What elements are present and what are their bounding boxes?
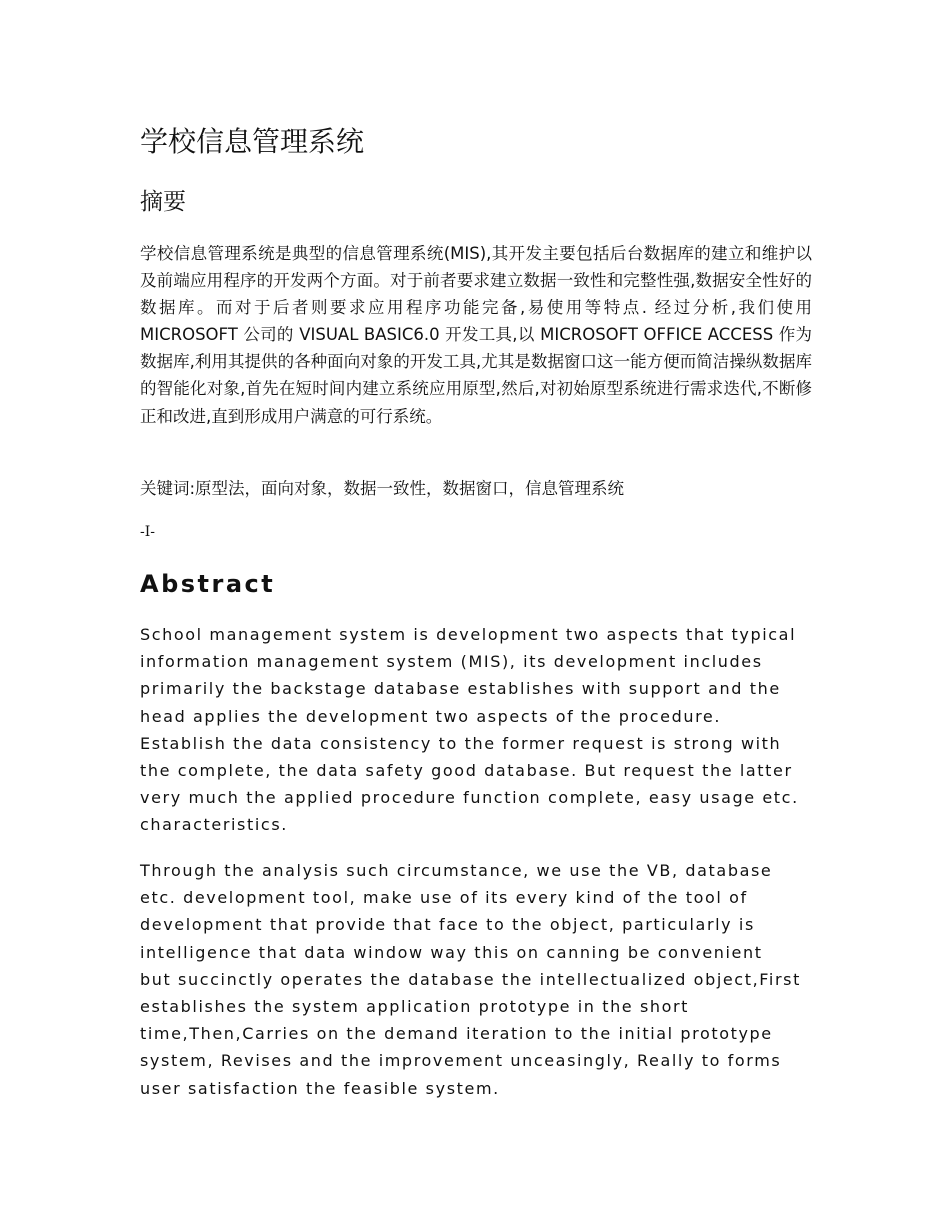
page-number: -I- xyxy=(140,524,155,540)
abstract-english-line: characteristics. xyxy=(140,815,288,835)
abstract-english-paragraph-1 xyxy=(140,621,812,839)
abstract-english-line: Establish the data consistency to the former request is strong with xyxy=(140,733,782,753)
abstract-english-line: head applies the development two aspects of the procedure. xyxy=(140,706,722,726)
abstract-english-line: primarily the backstage database establishes with support and the xyxy=(140,679,781,699)
abstract-english-line: intelligence that data window way this on canning be convenient xyxy=(140,942,763,962)
abstract-english-line: very much the applied procedure function complete, easy usage etc. xyxy=(140,788,799,808)
abstract-english-line: Through the analysis such circumstance, we use the VB, database xyxy=(140,861,773,880)
abstract-english-line: development that provide that face to the object, particularly is xyxy=(140,915,755,935)
abstract-chinese: 学校信息管理系统是典型的信息管理系统(MIS),其开发主要包括后台数据库的建立和维护以及前端应用程序的开发两个方面。对于前者要求建立数据一致性和完整性强,数据安全性好的数据库。而对于后者则要求应用程序功能完备,易使用等特点. 经过分析,我们使用 MICROSOFT 公司的 VISUAL BASIC6.0 开发工具,以 MICROSOFT OFFICE ACCESS 作为数据库,利用其提供的各种面向对象的开发工具,尤其是数据窗口这一能方便而简洁操纵数据库的智能化对象,首先在短时间内建立系统应用原型,然后,对初始原型系统进行需求迭代,不断修正和改进,直到形成用户满意的可行系统。 xyxy=(140,244,812,426)
page-title: 学校信息管理系统 xyxy=(140,125,365,158)
abstract-english-line: information management system (MIS), its development includes xyxy=(140,652,763,672)
abstract-english-line: School management system is development two aspects that typical xyxy=(140,625,797,644)
abstract-english-line: time,Then,Carries on the demand iteration to the initial prototype xyxy=(140,1024,773,1044)
abstract-english-line: the complete, the data safety good database. But request the latter xyxy=(140,761,793,781)
abstract-english-line: system, Revises and the improvement unceasingly, Really to forms xyxy=(140,1051,782,1071)
abstract-english-line: but succinctly operates the database the intellectualized object,First xyxy=(140,969,801,989)
abstract-english-line: etc. development tool, make use of its every kind of the tool of xyxy=(140,888,748,908)
abstract-english-line: establishes the system application prototype in the short xyxy=(140,997,690,1017)
abstract-heading-english: Abstract xyxy=(140,570,276,598)
keywords: 关键词:原型法，面向对象，数据一致性，数据窗口，信息管理系统 xyxy=(140,479,625,498)
abstract-heading-chinese: 摘要 xyxy=(140,189,186,215)
abstract-english-paragraph-2 xyxy=(140,857,812,1102)
abstract-english-line: user satisfaction the feasible system. xyxy=(140,1078,500,1098)
